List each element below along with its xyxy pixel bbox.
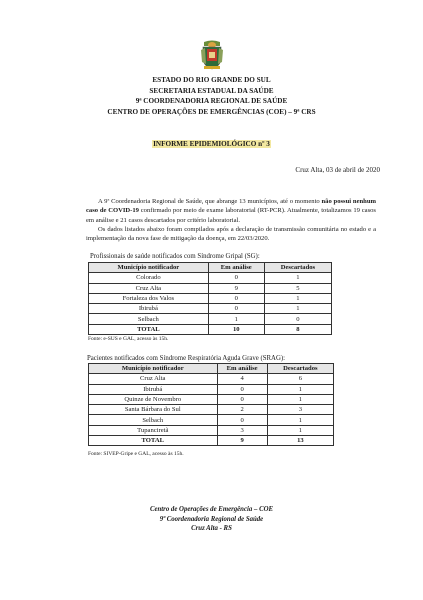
cell-municipality: Santa Bárbara do Sul bbox=[89, 405, 218, 415]
table2-caption: Pacientes notificados com Síndrome Respiratória Aguda Grave (SRAG): bbox=[87, 355, 286, 362]
table-srag-patients bbox=[88, 363, 334, 446]
table1-source: Fonte: e-SUS e GAL, acesso às 15h. bbox=[88, 336, 169, 342]
cell-under-analysis: 4 bbox=[217, 374, 267, 384]
report-title bbox=[0, 139, 423, 149]
cell-discarded: 1 bbox=[264, 304, 331, 314]
cell-total-under-analysis: 10 bbox=[208, 324, 264, 334]
table-health-professionals bbox=[88, 262, 332, 335]
header-coordination: 9ª COORDENADORIA REGIONAL DE SAÚDE bbox=[135, 97, 288, 105]
table-row bbox=[89, 304, 332, 314]
cell-discarded: 0 bbox=[264, 314, 331, 324]
cell-under-analysis: 1 bbox=[208, 314, 264, 324]
cell-municipality: Cruz Alta bbox=[89, 283, 209, 293]
cell-under-analysis: 0 bbox=[217, 415, 267, 425]
cell-under-analysis: 0 bbox=[208, 293, 264, 303]
table2-source: Fonte: SIVEP-Gripe e GAL, acesso às 15h. bbox=[88, 451, 184, 457]
footer-coe: Centro de Operações de Emergência – COE bbox=[149, 506, 274, 513]
report-date: Cruz Alta, 03 de abril de 2020 bbox=[295, 166, 380, 174]
cell-under-analysis: 2 bbox=[217, 405, 267, 415]
paragraph-summary-part1: A 9ª Coordenadoria Regional de Saúde, que abrange 13 municípios, até o momento bbox=[98, 198, 322, 205]
cell-municipality: Quinze de Novembro bbox=[89, 394, 218, 404]
column-header-municipality: Município notificador bbox=[89, 364, 218, 374]
cell-under-analysis: 0 bbox=[217, 384, 267, 394]
cell-municipality: Ibirubá bbox=[89, 384, 218, 394]
cell-under-analysis: 3 bbox=[217, 425, 267, 435]
table-row bbox=[89, 394, 334, 404]
cell-discarded: 1 bbox=[267, 425, 333, 435]
cell-discarded: 1 bbox=[267, 384, 333, 394]
table-row bbox=[89, 425, 334, 435]
table-total-row bbox=[89, 436, 334, 446]
cell-total-label: TOTAL bbox=[89, 324, 209, 334]
paragraph-context: Os dados listados abaixo foram compilados após a declaração de transmissão comunitária no estado e a implementação da nova fase de mitigação da doença, em 22/03/2020. bbox=[86, 226, 376, 243]
report-title-text: INFORME EPIDEMIOLÓGICO nº 3 bbox=[153, 140, 270, 148]
cell-discarded: 1 bbox=[264, 273, 331, 283]
cell-total-under-analysis: 9 bbox=[217, 436, 267, 446]
cell-discarded: 6 bbox=[267, 374, 333, 384]
table-row bbox=[89, 273, 332, 283]
paragraph-summary bbox=[86, 197, 376, 225]
cell-under-analysis: 0 bbox=[208, 304, 264, 314]
column-header-discarded: Descartados bbox=[267, 364, 333, 374]
table-row bbox=[89, 384, 334, 394]
column-header-municipality: Município notificador bbox=[89, 263, 209, 273]
table-row bbox=[89, 314, 332, 324]
cell-total-discarded: 8 bbox=[264, 324, 331, 334]
table-total-row bbox=[89, 324, 332, 334]
table-row bbox=[89, 293, 332, 303]
cell-total-discarded: 13 bbox=[267, 436, 333, 446]
cell-discarded: 1 bbox=[267, 415, 333, 425]
table-header-row bbox=[89, 364, 334, 374]
header-secretariat: SECRETARIA ESTADUAL DA SAÚDE bbox=[149, 86, 274, 95]
cell-discarded: 1 bbox=[267, 394, 333, 404]
cell-municipality: Ibirubá bbox=[89, 304, 209, 314]
paragraph-summary-bold: não possui nenhum caso de COVID-19 bbox=[86, 198, 376, 215]
document-footer bbox=[0, 505, 423, 534]
table1-caption: Profissionais de saúde notificados com Síndrome Gripal (SG): bbox=[90, 253, 260, 260]
coat-of-arms-icon bbox=[200, 40, 224, 72]
paragraph-summary-part2: confirmado por meio de exame laboratorial (RT-PCR). Atualmente, totalizamos 19 casos em análise e 21 casos descartados por critério laboratorial. bbox=[86, 207, 376, 224]
cell-under-analysis: 0 bbox=[217, 394, 267, 404]
cell-municipality: Tupanciretã bbox=[89, 425, 218, 435]
table-row bbox=[89, 374, 334, 384]
footer-city: Cruz Alta - RS bbox=[191, 525, 232, 532]
cell-discarded: 3 bbox=[267, 405, 333, 415]
cell-municipality: Selbach bbox=[89, 415, 218, 425]
table-row bbox=[89, 415, 334, 425]
document-header bbox=[0, 75, 423, 117]
cell-municipality: Colorado bbox=[89, 273, 209, 283]
cell-municipality: Selbach bbox=[89, 314, 209, 324]
table-header-row bbox=[89, 263, 332, 273]
cell-under-analysis: 9 bbox=[208, 283, 264, 293]
column-header-under-analysis: Em análise bbox=[217, 364, 267, 374]
table-row bbox=[89, 405, 334, 415]
header-state: ESTADO DO RIO GRANDE DO SUL bbox=[152, 76, 271, 84]
column-header-under-analysis: Em análise bbox=[208, 263, 264, 273]
cell-municipality: Cruz Alta bbox=[89, 374, 218, 384]
cell-total-label: TOTAL bbox=[89, 436, 218, 446]
footer-coordination: 9ª Coordenadoria Regional de Saúde bbox=[159, 515, 264, 523]
header-coe: CENTRO DE OPERAÇÕES DE EMERGÊNCIAS (COE) – 9ª CRS bbox=[107, 107, 316, 116]
cell-discarded: 5 bbox=[264, 283, 331, 293]
column-header-discarded: Descartados bbox=[264, 263, 331, 273]
table-row bbox=[89, 283, 332, 293]
cell-under-analysis: 0 bbox=[208, 273, 264, 283]
cell-municipality: Fortaleza dos Valos bbox=[89, 293, 209, 303]
cell-discarded: 1 bbox=[264, 293, 331, 303]
